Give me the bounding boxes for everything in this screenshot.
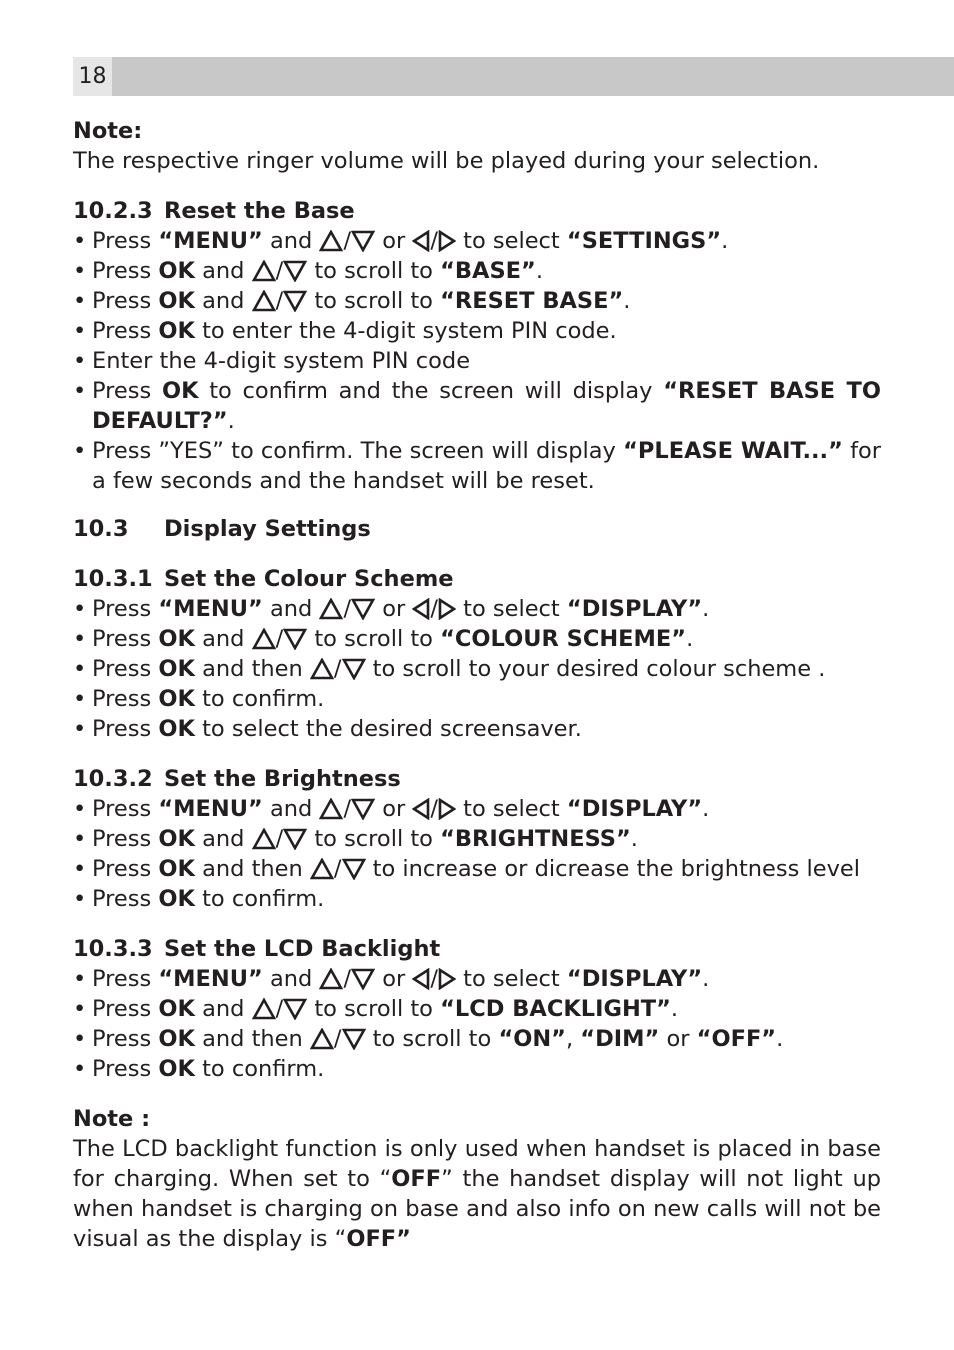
section-heading-10-2-3 xyxy=(73,196,881,226)
up-arrow-icon xyxy=(252,290,276,312)
up-arrow-icon xyxy=(319,230,343,252)
list-item: • Press OK to select the desired screensaver. xyxy=(73,716,582,742)
up-arrow-icon xyxy=(310,858,334,880)
section-number: 10.3.2 xyxy=(73,766,153,792)
down-arrow-icon xyxy=(342,658,366,680)
up-arrow-icon xyxy=(252,628,276,650)
list-item: • Press “MENU” and / or / to select “DISPLAY”. xyxy=(73,796,710,822)
down-arrow-icon xyxy=(283,290,307,312)
up-arrow-icon xyxy=(310,1028,334,1050)
note-text: The respective ringer volume will be played during your selection. xyxy=(73,148,820,174)
down-arrow-icon xyxy=(283,998,307,1020)
down-arrow-icon xyxy=(342,1028,366,1050)
list-item: • Press OK and then / to increase or dicrease the brightness level xyxy=(73,856,861,882)
left-arrow-icon xyxy=(412,968,430,990)
up-arrow-icon xyxy=(252,998,276,1020)
list-item: • Press OK to confirm and the screen will display “RESET BASE TO DEFAULT?”. xyxy=(73,378,882,434)
down-arrow-icon xyxy=(351,598,375,620)
down-arrow-icon xyxy=(351,968,375,990)
section-title: Set the Colour Scheme xyxy=(164,566,454,592)
list-item: • Press OK to enter the 4-digit system PIN code. xyxy=(73,318,617,344)
left-arrow-icon xyxy=(412,598,430,620)
down-arrow-icon xyxy=(342,858,366,880)
list-item: • Enter the 4-digit system PIN code xyxy=(73,348,471,374)
section-number: 10.2.3 xyxy=(73,198,153,224)
list-item: • Press OK and / to scroll to “RESET BASE”. xyxy=(73,288,631,314)
list-item: • Press OK to confirm. xyxy=(73,1056,325,1082)
down-arrow-icon xyxy=(283,628,307,650)
down-arrow-icon xyxy=(351,230,375,252)
up-arrow-icon xyxy=(252,828,276,850)
section-heading-10-3-3 xyxy=(73,934,881,964)
section-heading-10-3 xyxy=(73,514,881,544)
up-arrow-icon xyxy=(319,598,343,620)
down-arrow-icon xyxy=(351,798,375,820)
list-item: • Press ”YES” to confirm. The screen will display “PLEASE WAIT...” for a few seconds and the handset will be reset. xyxy=(73,438,882,494)
list-item: • Press OK and / to scroll to “BASE”. xyxy=(73,258,543,284)
section-number: 10.3.3 xyxy=(73,936,153,962)
up-arrow-icon xyxy=(319,798,343,820)
section-number: 10.3.1 xyxy=(73,566,153,592)
list-item: • Press OK and / to scroll to “BRIGHTNESS”. xyxy=(73,826,638,852)
note-text: The LCD backlight function is only used when handset is placed in base for charging. When set to “OFF” the handset display will not light up when handset is charging on base and also info on new calls will not be visual as the display is “OFF” xyxy=(73,1136,881,1252)
list-item: • Press OK to confirm. xyxy=(73,886,325,912)
section-title: Display Settings xyxy=(164,516,371,542)
list-item: • Press OK and / to scroll to “LCD BACKLIGHT”. xyxy=(73,996,679,1022)
up-arrow-icon xyxy=(252,260,276,282)
list-item: • Press “MENU” and / or / to select “SETTINGS”. xyxy=(73,228,729,254)
right-arrow-icon xyxy=(438,598,456,620)
up-arrow-icon xyxy=(319,968,343,990)
page-header-bar xyxy=(73,57,954,96)
right-arrow-icon xyxy=(438,798,456,820)
section-title: Reset the Base xyxy=(164,198,355,224)
down-arrow-icon xyxy=(283,260,307,282)
list-item: • Press OK and then / to scroll to “ON”, “DIM” or “OFF”. xyxy=(73,1026,784,1052)
list-item: • Press OK to confirm. xyxy=(73,686,325,712)
list-item: • Press OK and then / to scroll to your desired colour scheme . xyxy=(73,656,826,682)
left-arrow-icon xyxy=(412,798,430,820)
section-title: Set the LCD Backlight xyxy=(164,936,441,962)
up-arrow-icon xyxy=(310,658,334,680)
section-title: Set the Brightness xyxy=(164,766,401,792)
section-number: 10.3 xyxy=(73,516,129,542)
section-heading-10-3-1 xyxy=(73,564,881,594)
left-arrow-icon xyxy=(412,230,430,252)
list-item: • Press “MENU” and / or / to select “DISPLAY”. xyxy=(73,966,710,992)
section-heading-10-3-2 xyxy=(73,764,881,794)
page-content xyxy=(73,116,881,1254)
note-title: Note: xyxy=(73,118,143,144)
list-item: • Press OK and / to scroll to “COLOUR SCHEME”. xyxy=(73,626,694,652)
down-arrow-icon xyxy=(283,828,307,850)
right-arrow-icon xyxy=(438,968,456,990)
note-title: Note : xyxy=(73,1106,151,1132)
right-arrow-icon xyxy=(438,230,456,252)
page-number: 18 xyxy=(73,57,112,96)
list-item: • Press “MENU” and / or / to select “DISPLAY”. xyxy=(73,596,710,622)
